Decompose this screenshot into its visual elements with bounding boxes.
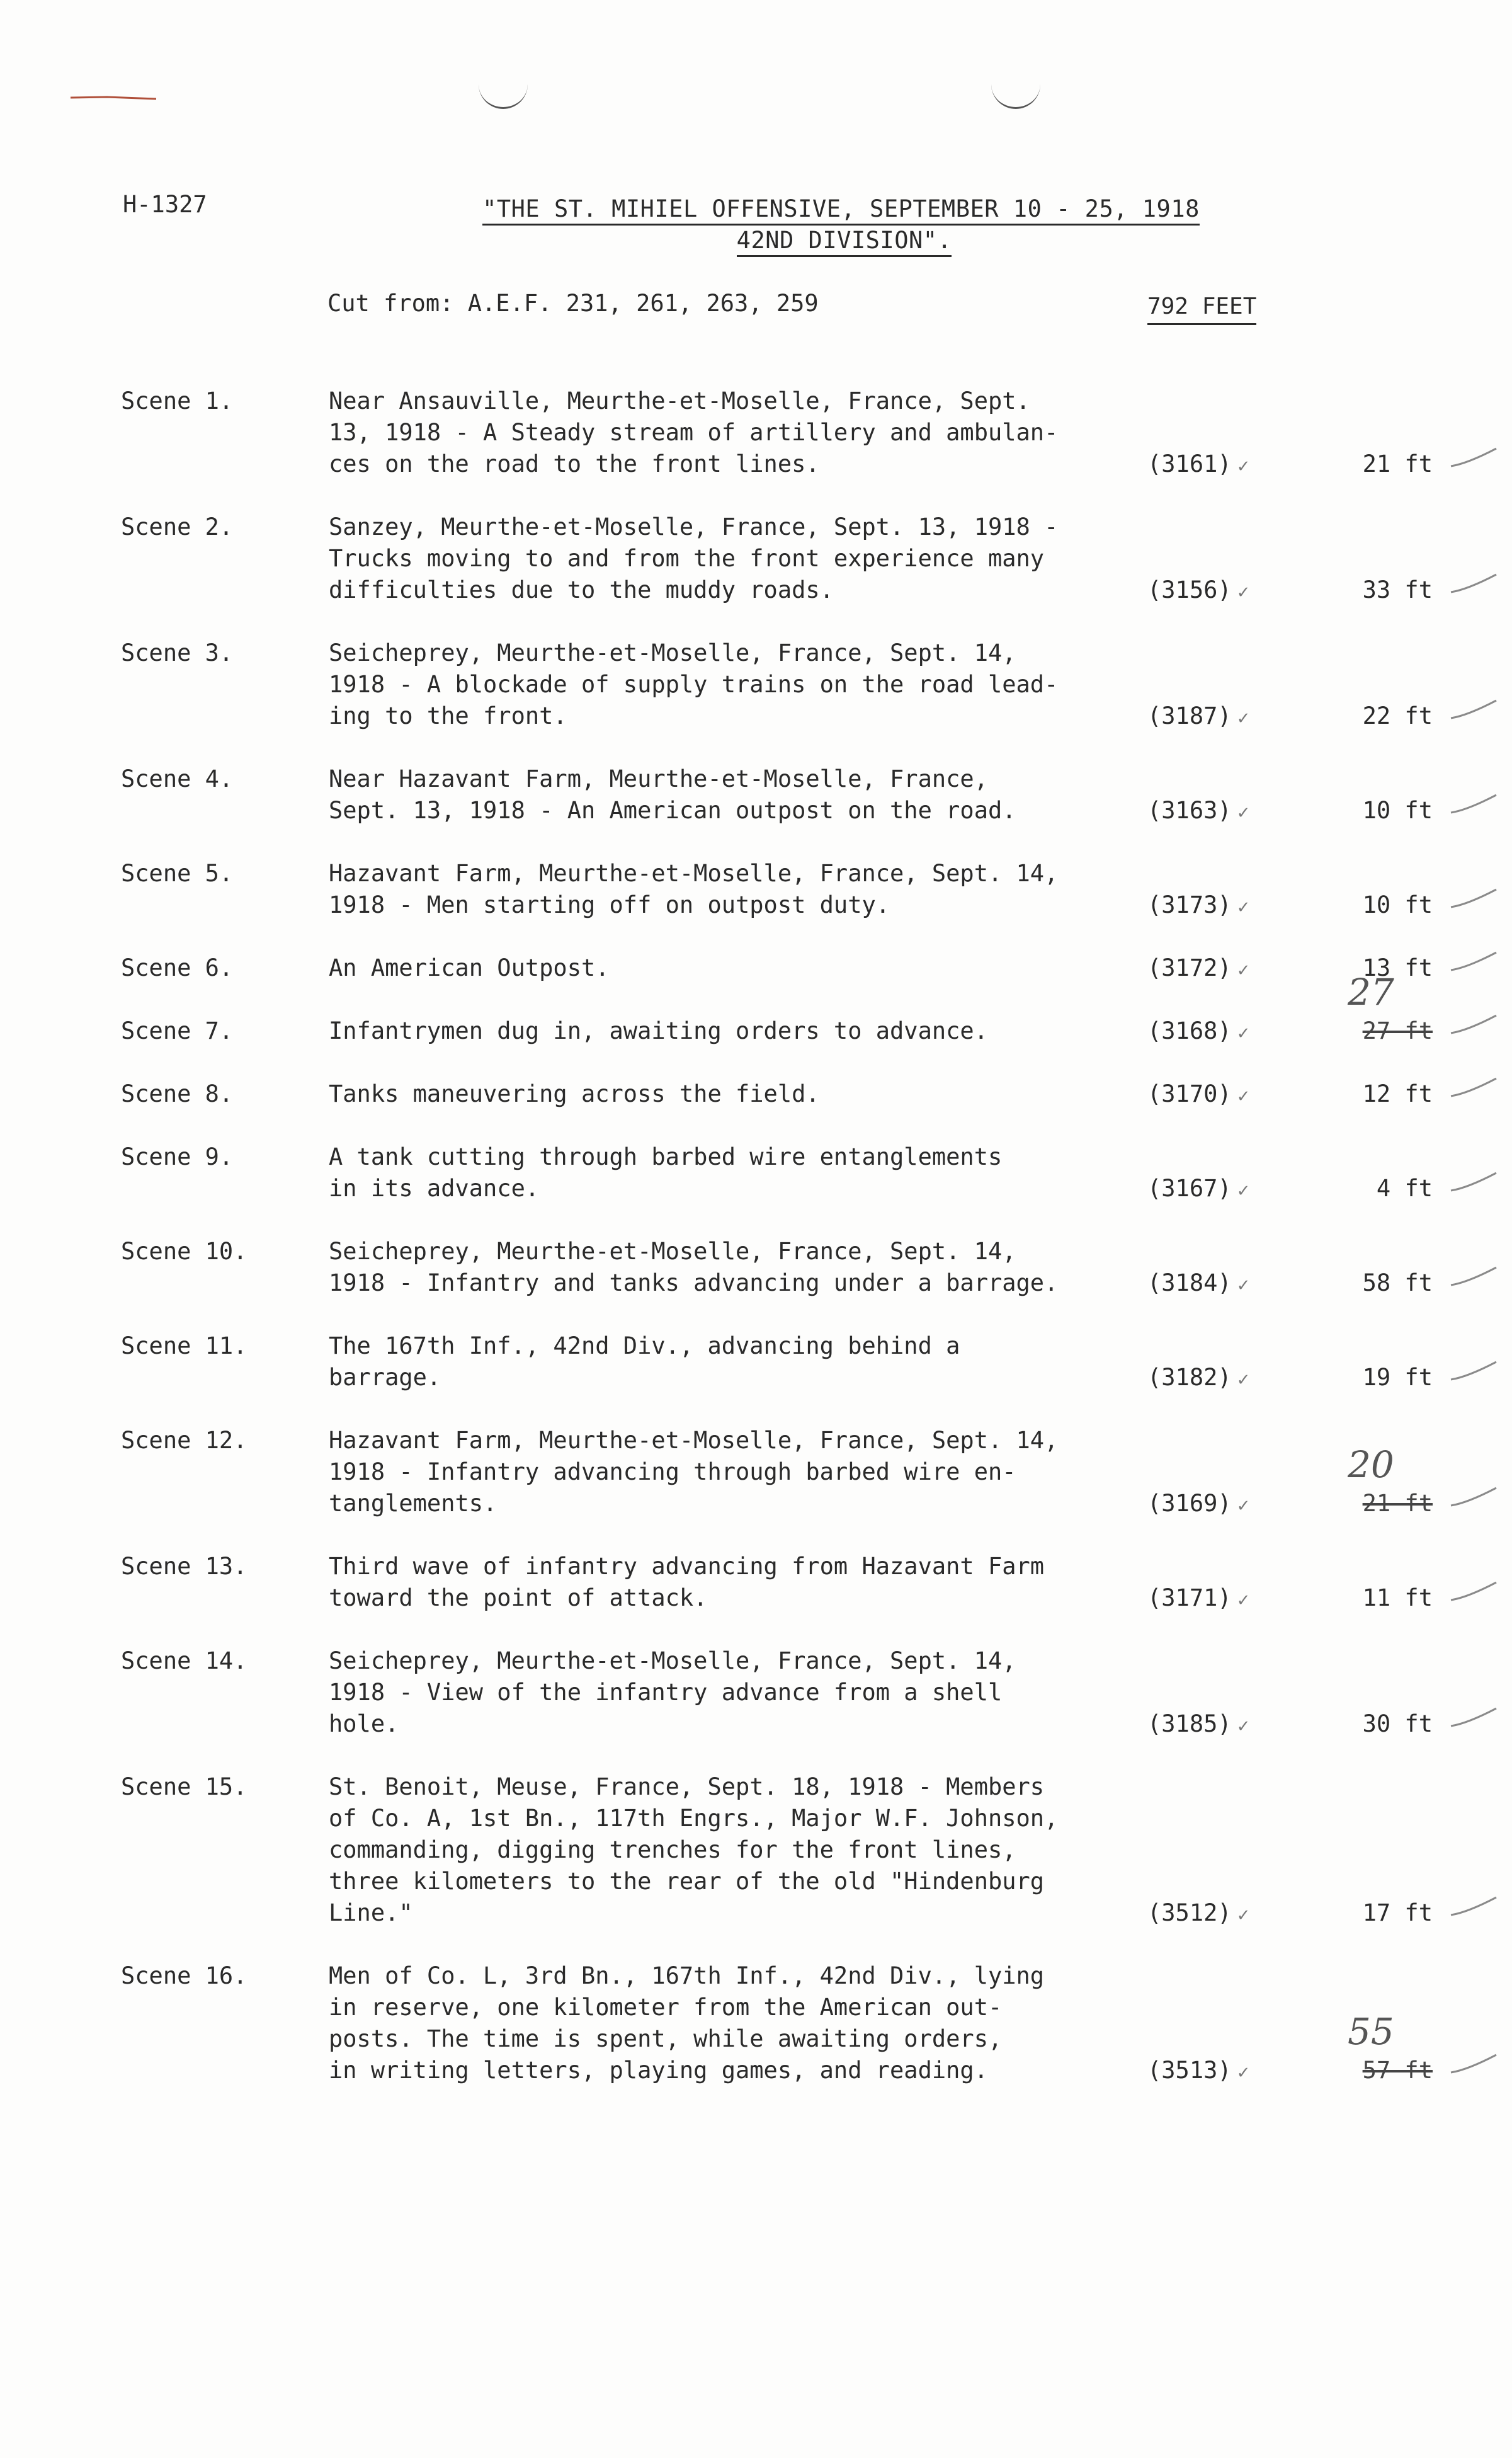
scene-reel-ref (1147, 700, 1250, 735)
scene-label: Scene 8. (121, 1080, 234, 1107)
scene-footage: 22 ft (1362, 702, 1433, 729)
scene-description: St. Benoit, Meuse, France, Sept. 18, 1918 - Members of Co. A, 1st Bn., 117th Engrs., Major W.F. Johnson, commanding, digging trenches for the front lines, three kilometers to the rear of the old "Hindenburg Line." (329, 1773, 1059, 1926)
pencil-check-mark-icon (1448, 2051, 1499, 2079)
scene-reel-ref-text: (3168) (1147, 1017, 1232, 1044)
scene-reel-ref (1147, 1488, 1250, 1522)
scene-reel-ref (1147, 449, 1250, 483)
title-line-2-text: 42ND DIVISION". (737, 227, 952, 257)
check-tick-icon: ✓ (1236, 1276, 1251, 1295)
check-tick-icon: ✓ (1236, 1906, 1251, 1925)
title-line-2 (0, 227, 1512, 254)
pencil-check-mark-icon (1448, 1579, 1499, 1606)
cut-from-line: Cut from: A.E.F. 231, 261, 263, 259 (327, 290, 819, 317)
check-tick-icon: ✓ (1236, 1182, 1251, 1201)
scene-description: Men of Co. L, 3rd Bn., 167th Inf., 42nd Div., lying in reserve, one kilometer from the American out- posts. The time is spent, while awaiting orders, in writing letters, playing games, and reading. (329, 1962, 1045, 2084)
scene-description: Seicheprey, Meurthe-et-Moselle, France, Sept. 14, 1918 - View of the infantry advance from a shell hole. (329, 1647, 1016, 1737)
check-tick-icon: ✓ (1236, 1591, 1251, 1610)
handwritten-correction: 55 (1348, 2010, 1394, 2053)
pencil-check-mark-icon (1448, 445, 1499, 472)
scene-reel-ref (1147, 952, 1250, 986)
scene-description: Seicheprey, Meurthe-et-Moselle, France, Sept. 14, 1918 - A blockade of supply trains on the road lead- ing to the front. (329, 639, 1059, 729)
scene-reel-ref (1147, 889, 1250, 923)
scene-label: Scene 12. (121, 1427, 247, 1454)
pencil-check-mark-icon (1448, 1358, 1499, 1386)
handwritten-correction: 20 (1348, 1443, 1394, 1486)
scene-label: Scene 16. (121, 1962, 247, 1989)
scene-reel-ref (1147, 1267, 1250, 1301)
check-tick-icon: ✓ (1236, 2064, 1251, 2083)
scene-description: Near Ansauville, Meurthe-et-Moselle, France, Sept. 13, 1918 - A Steady stream of artillery and ambulan- ces on the road to the front lines. (329, 387, 1059, 477)
scene-footage: 12 ft (1362, 1080, 1433, 1107)
pencil-check-mark-icon (1448, 1894, 1499, 1921)
scene-reel-ref (1147, 1897, 1250, 1931)
scene-description: The 167th Inf., 42nd Div., advancing behind a barrage. (329, 1332, 960, 1391)
check-tick-icon: ✓ (1236, 709, 1251, 728)
title-line-1 (0, 195, 1512, 222)
scene-reel-ref-text: (3513) (1147, 2057, 1232, 2084)
scene-description: A tank cutting through barbed wire entanglements in its advance. (329, 1143, 1003, 1202)
pencil-check-mark-icon (1448, 697, 1499, 724)
scene-footage: 10 ft (1362, 797, 1433, 824)
scene-description: Hazavant Farm, Meurthe-et-Moselle, France, Sept. 14, 1918 - Infantry advancing through barbed wire en- tanglements. (329, 1427, 1059, 1517)
scene-description: Sanzey, Meurthe-et-Moselle, France, Sept. 13, 1918 - Trucks moving to and from the front experience many difficulties due to the muddy roads. (329, 513, 1059, 603)
scene-description: Seicheprey, Meurthe-et-Moselle, France, Sept. 14, 1918 - Infantry and tanks advancing under a barrage. (329, 1238, 1059, 1296)
check-tick-icon: ✓ (1236, 1497, 1251, 1516)
document-id: H-1327 (123, 191, 207, 218)
scene-reel-ref-text: (3171) (1147, 1584, 1232, 1611)
scene-reel-ref (1147, 574, 1250, 609)
scene-reel-ref (1147, 1173, 1250, 1207)
scene-reel-ref (1147, 1362, 1250, 1396)
scene-footage: 13 ft (1362, 954, 1433, 981)
scene-reel-ref-text: (3161) (1147, 450, 1232, 477)
scene-reel-ref-text: (3512) (1147, 1899, 1232, 1926)
scene-reel-ref-text: (3182) (1147, 1364, 1232, 1391)
title-line-1-text: "THE ST. MIHIEL OFFENSIVE, SEPTEMBER 10 - 25, 1918 (482, 195, 1200, 226)
scene-label: Scene 7. (121, 1017, 234, 1044)
scene-reel-ref-text: (3185) (1147, 1710, 1232, 1737)
check-tick-icon: ✓ (1236, 1087, 1251, 1106)
scene-reel-ref-text: (3156) (1147, 576, 1232, 603)
scene-reel-ref (1147, 795, 1250, 829)
scene-reel-ref-text: (3173) (1147, 891, 1232, 918)
pencil-check-mark-icon (1448, 1169, 1499, 1197)
scene-description: Near Hazavant Farm, Meurthe-et-Moselle, France, Sept. 13, 1918 - An American outpost on the road. (329, 765, 1016, 824)
scene-reel-ref (1147, 2055, 1250, 2089)
scene-description: Tanks maneuvering across the field. (329, 1080, 820, 1107)
scene-footage: 4 ft (1376, 1175, 1433, 1202)
scene-description: Hazavant Farm, Meurthe-et-Moselle, France, Sept. 14, 1918 - Men starting off on outpost duty. (329, 860, 1059, 918)
scene-reel-ref-text: (3169) (1147, 1490, 1232, 1517)
scene-footage: 57 ft (1362, 2057, 1433, 2084)
check-tick-icon: ✓ (1236, 898, 1251, 917)
scene-description: Infantrymen dug in, awaiting orders to advance. (329, 1017, 988, 1044)
scene-label: Scene 6. (121, 954, 234, 981)
check-tick-icon: ✓ (1236, 961, 1251, 980)
pencil-check-mark-icon (1448, 1705, 1499, 1732)
scene-label: Scene 5. (121, 860, 234, 887)
scene-description: Third wave of infantry advancing from Hazavant Farm toward the point of attack. (329, 1553, 1045, 1611)
scene-description: An American Outpost. (329, 954, 610, 981)
pencil-check-mark-icon (1448, 1484, 1499, 1512)
punch-hole-left (479, 74, 528, 109)
scene-reel-ref (1147, 1582, 1250, 1616)
check-tick-icon: ✓ (1236, 1717, 1251, 1736)
pencil-check-mark-icon (1448, 1075, 1499, 1102)
scene-reel-ref (1147, 1078, 1250, 1112)
scene-footage: 21 ft (1362, 1490, 1433, 1517)
stray-pencil-mark (69, 94, 157, 101)
scene-label: Scene 14. (121, 1647, 247, 1674)
pencil-check-mark-icon (1448, 886, 1499, 913)
pencil-check-mark-icon (1448, 1264, 1499, 1291)
scene-label: Scene 10. (121, 1238, 247, 1265)
scene-label: Scene 3. (121, 639, 234, 666)
scene-reel-ref-text: (3167) (1147, 1175, 1232, 1202)
handwritten-correction: 27 (1348, 971, 1394, 1014)
scene-reel-ref-text: (3163) (1147, 797, 1232, 824)
scene-footage: 21 ft (1362, 450, 1433, 477)
pencil-check-mark-icon (1448, 791, 1499, 819)
scene-footage: 33 ft (1362, 576, 1433, 603)
scene-footage: 11 ft (1362, 1584, 1433, 1611)
scene-label: Scene 1. (121, 387, 234, 414)
pencil-check-mark-icon (1448, 949, 1499, 976)
pencil-check-mark-icon (1448, 1012, 1499, 1039)
punch-hole-right (991, 74, 1040, 109)
check-tick-icon: ✓ (1236, 583, 1251, 602)
scene-footage: 27 ft (1362, 1017, 1433, 1044)
scene-reel-ref (1147, 1708, 1250, 1742)
scene-label: Scene 13. (121, 1553, 247, 1580)
check-tick-icon: ✓ (1236, 457, 1251, 476)
scene-label: Scene 11. (121, 1332, 247, 1359)
scene-reel-ref-text: (3170) (1147, 1080, 1232, 1107)
scene-reel-ref (1147, 1015, 1250, 1049)
scene-reel-ref-text: (3172) (1147, 954, 1232, 981)
scene-reel-ref-text: (3187) (1147, 702, 1232, 729)
scene-footage: 17 ft (1362, 1899, 1433, 1926)
scene-label: Scene 4. (121, 765, 234, 792)
scene-reel-ref-text: (3184) (1147, 1269, 1232, 1296)
scene-footage: 10 ft (1362, 891, 1433, 918)
scene-footage: 19 ft (1362, 1364, 1433, 1391)
scene-label: Scene 9. (121, 1143, 234, 1170)
pencil-check-mark-icon (1448, 571, 1499, 598)
check-tick-icon: ✓ (1236, 804, 1251, 823)
total-feet: 792 FEET (1147, 294, 1256, 325)
check-tick-icon: ✓ (1236, 1024, 1251, 1043)
scene-footage: 30 ft (1362, 1710, 1433, 1737)
check-tick-icon: ✓ (1236, 1371, 1251, 1390)
scene-footage: 58 ft (1362, 1269, 1433, 1296)
scene-label: Scene 15. (121, 1773, 247, 1800)
scene-label: Scene 2. (121, 513, 234, 540)
